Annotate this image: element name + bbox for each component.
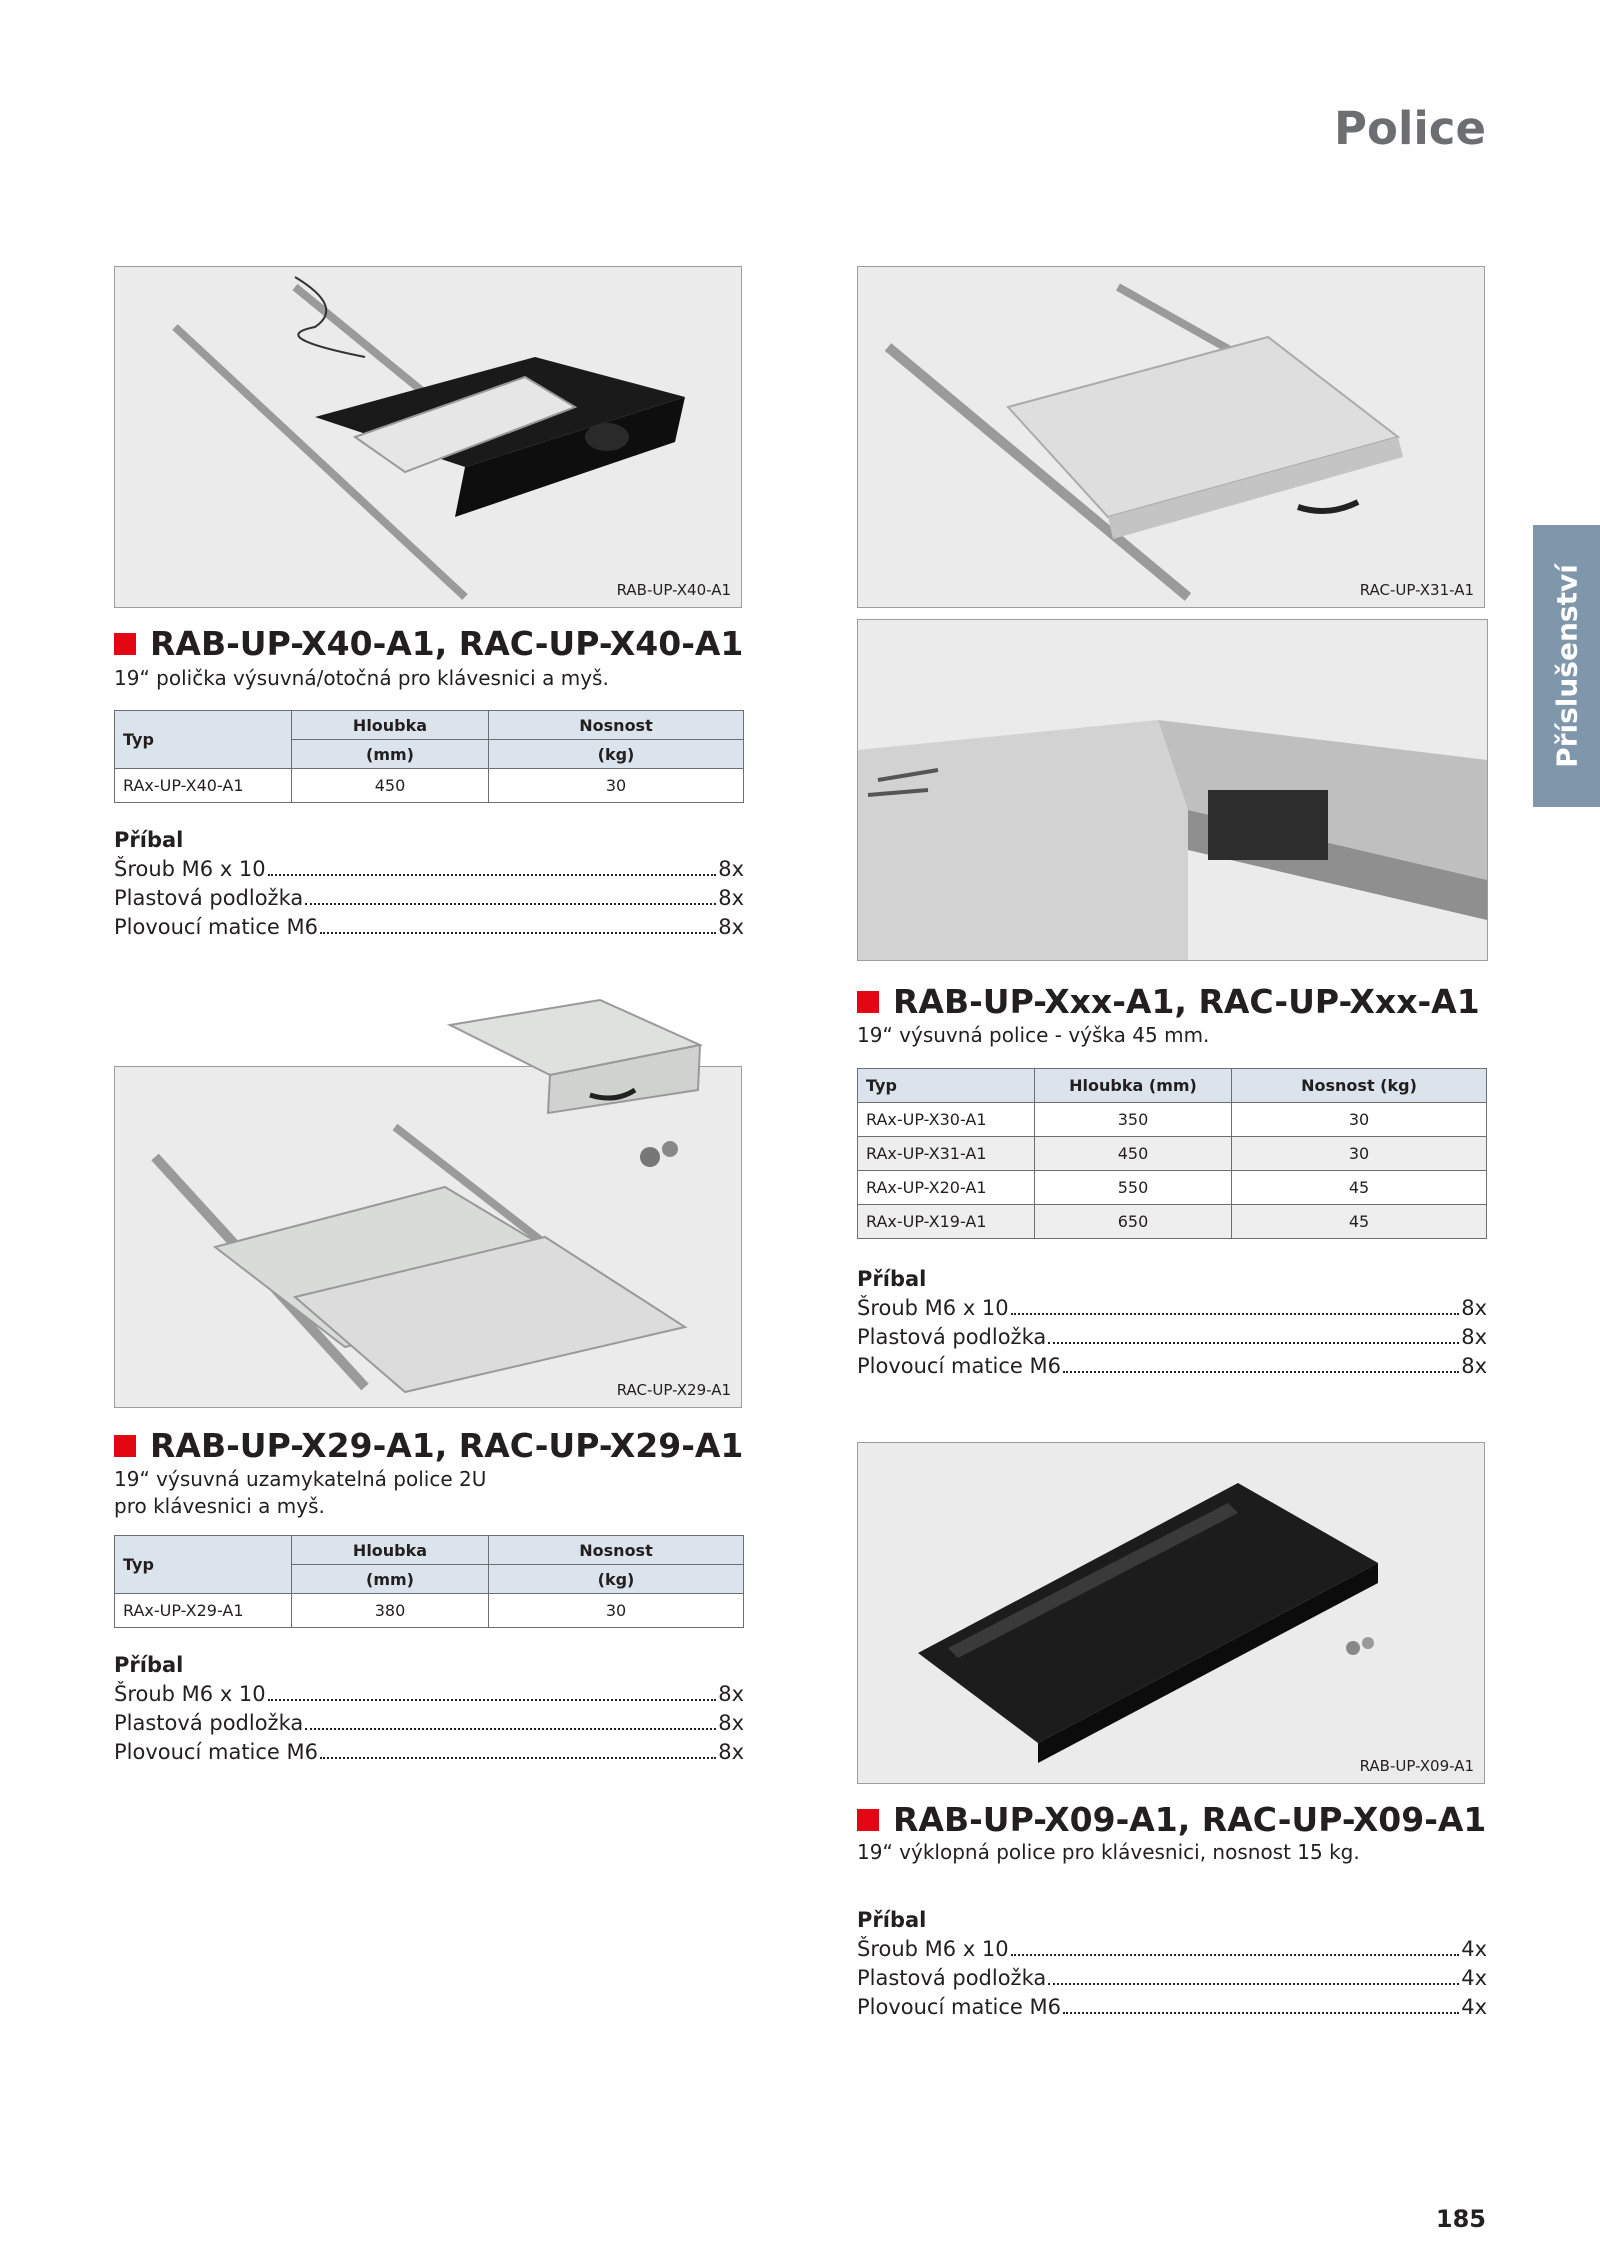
table-row: RAx-UP-X30-A1 350 30	[858, 1103, 1487, 1137]
list-item: Plastová podložka 4x	[857, 1966, 1487, 1990]
table-row: RAx-UP-X31-A1 450 30	[858, 1137, 1487, 1171]
product-title-text: RAB-UP-X09-A1, RAC-UP-X09-A1	[893, 1800, 1487, 1839]
list-item: Plovoucí matice M6 8x	[114, 1740, 744, 1764]
product-title-text: RAB-UP-Xxx-A1, RAC-UP-Xxx-A1	[893, 982, 1480, 1021]
table-header: (kg)	[489, 1565, 744, 1594]
package-contents-x40	[114, 826, 744, 942]
rail-detail-illustration	[858, 620, 1487, 960]
product-description: 19“ výklopná police pro klávesnici, nosnost 15 kg.	[857, 1840, 1360, 1864]
product-detail-photo	[857, 619, 1488, 961]
red-square-icon	[857, 991, 879, 1013]
section-tab	[1533, 525, 1600, 807]
table-header: Typ	[115, 711, 292, 769]
product-title-xxx	[857, 982, 1480, 1021]
table-header: (kg)	[489, 740, 744, 769]
photo-caption: RAB-UP-X40-A1	[616, 581, 731, 599]
product-description: 19“ výsuvná police - výška 45 mm.	[857, 1023, 1210, 1047]
product-title-x40	[114, 624, 743, 663]
list-item: Plovoucí matice M6 8x	[857, 1354, 1487, 1378]
table-header: Hloubka	[292, 711, 489, 740]
product-description: 19“ polička výsuvná/otočná pro klávesnici a myš.	[114, 666, 609, 690]
photo-caption: RAB-UP-X09-A1	[1359, 1757, 1474, 1775]
product-photo-x29	[114, 1066, 742, 1408]
product-photo-x09	[857, 1442, 1485, 1784]
page-title: Police	[1334, 102, 1486, 155]
table-cell: 380	[292, 1594, 489, 1628]
table-cell: RAx-UP-X29-A1	[115, 1594, 292, 1628]
product-title-text: RAB-UP-X40-A1, RAC-UP-X40-A1	[150, 624, 744, 663]
photo-caption: RAC-UP-X31-A1	[1359, 581, 1474, 599]
table-header: (mm)	[292, 740, 489, 769]
red-square-icon	[114, 1435, 136, 1457]
list-item: Šroub M6 x 10 8x	[114, 1682, 744, 1706]
table-row	[115, 769, 744, 803]
table-row: RAx-UP-X20-A1 550 45	[858, 1171, 1487, 1205]
product-description: 19“ výsuvná uzamykatelná police 2U pro klávesnici a myš.	[114, 1467, 487, 1518]
spec-table-x29	[114, 1535, 744, 1628]
table-cell: 450	[292, 769, 489, 803]
list-item: Plovoucí matice M6 4x	[857, 1995, 1487, 2019]
table-cell: RAx-UP-X40-A1	[115, 769, 292, 803]
list-item: Plastová podložka 8x	[114, 886, 744, 910]
red-square-icon	[857, 1809, 879, 1831]
package-heading: Příbal	[114, 1653, 184, 1677]
table-cell: 30	[489, 769, 744, 803]
spec-table-xxx	[857, 1068, 1487, 1239]
lockable-shelf-illustration	[115, 1067, 741, 1407]
shelf-unit-illustration	[440, 995, 710, 1115]
list-item: Šroub M6 x 10 4x	[857, 1937, 1487, 1961]
table-header: Hloubka (mm)	[1035, 1069, 1232, 1103]
list-item: Šroub M6 x 10 8x	[857, 1296, 1487, 1320]
photo-caption: RAC-UP-X29-A1	[616, 1381, 731, 1399]
table-header: Nosnost	[489, 1536, 744, 1565]
table-row	[115, 1594, 744, 1628]
sliding-shelf-illustration	[858, 267, 1484, 607]
product-title-x09	[857, 1800, 1486, 1839]
product-title-text: RAB-UP-X29-A1, RAC-UP-X29-A1	[150, 1426, 744, 1465]
spec-table-x40	[114, 710, 744, 803]
product-inset-photo	[440, 995, 710, 1115]
table-cell: 30	[489, 1594, 744, 1628]
section-tab-label: Příslušenství	[1550, 564, 1583, 768]
package-contents-x09	[857, 1906, 1487, 2022]
package-contents-xxx	[857, 1265, 1487, 1381]
red-square-icon	[114, 633, 136, 655]
package-contents-x29	[114, 1651, 744, 1767]
table-header: Hloubka	[292, 1536, 489, 1565]
list-item: Plastová podložka 8x	[857, 1325, 1487, 1349]
table-header: Typ	[115, 1536, 292, 1594]
table-header: Nosnost	[489, 711, 744, 740]
product-photo-x40	[114, 266, 742, 608]
list-item: Šroub M6 x 10 8x	[114, 857, 744, 881]
page-number: 185	[1435, 2205, 1486, 2233]
package-heading: Příbal	[114, 828, 184, 852]
table-header: (mm)	[292, 1565, 489, 1594]
table-header: Typ	[858, 1069, 1035, 1103]
list-item: Plastová podložka 8x	[114, 1711, 744, 1735]
product-title-x29	[114, 1426, 743, 1465]
table-header: Nosnost (kg)	[1232, 1069, 1487, 1103]
list-item: Plovoucí matice M6 8x	[114, 915, 744, 939]
table-row: RAx-UP-X19-A1 650 45	[858, 1205, 1487, 1239]
keyboard-shelf-illustration	[115, 267, 741, 607]
package-heading: Příbal	[857, 1908, 927, 1932]
tilting-shelf-illustration	[858, 1443, 1484, 1783]
product-photo-x31	[857, 266, 1485, 608]
package-heading: Příbal	[857, 1267, 927, 1291]
